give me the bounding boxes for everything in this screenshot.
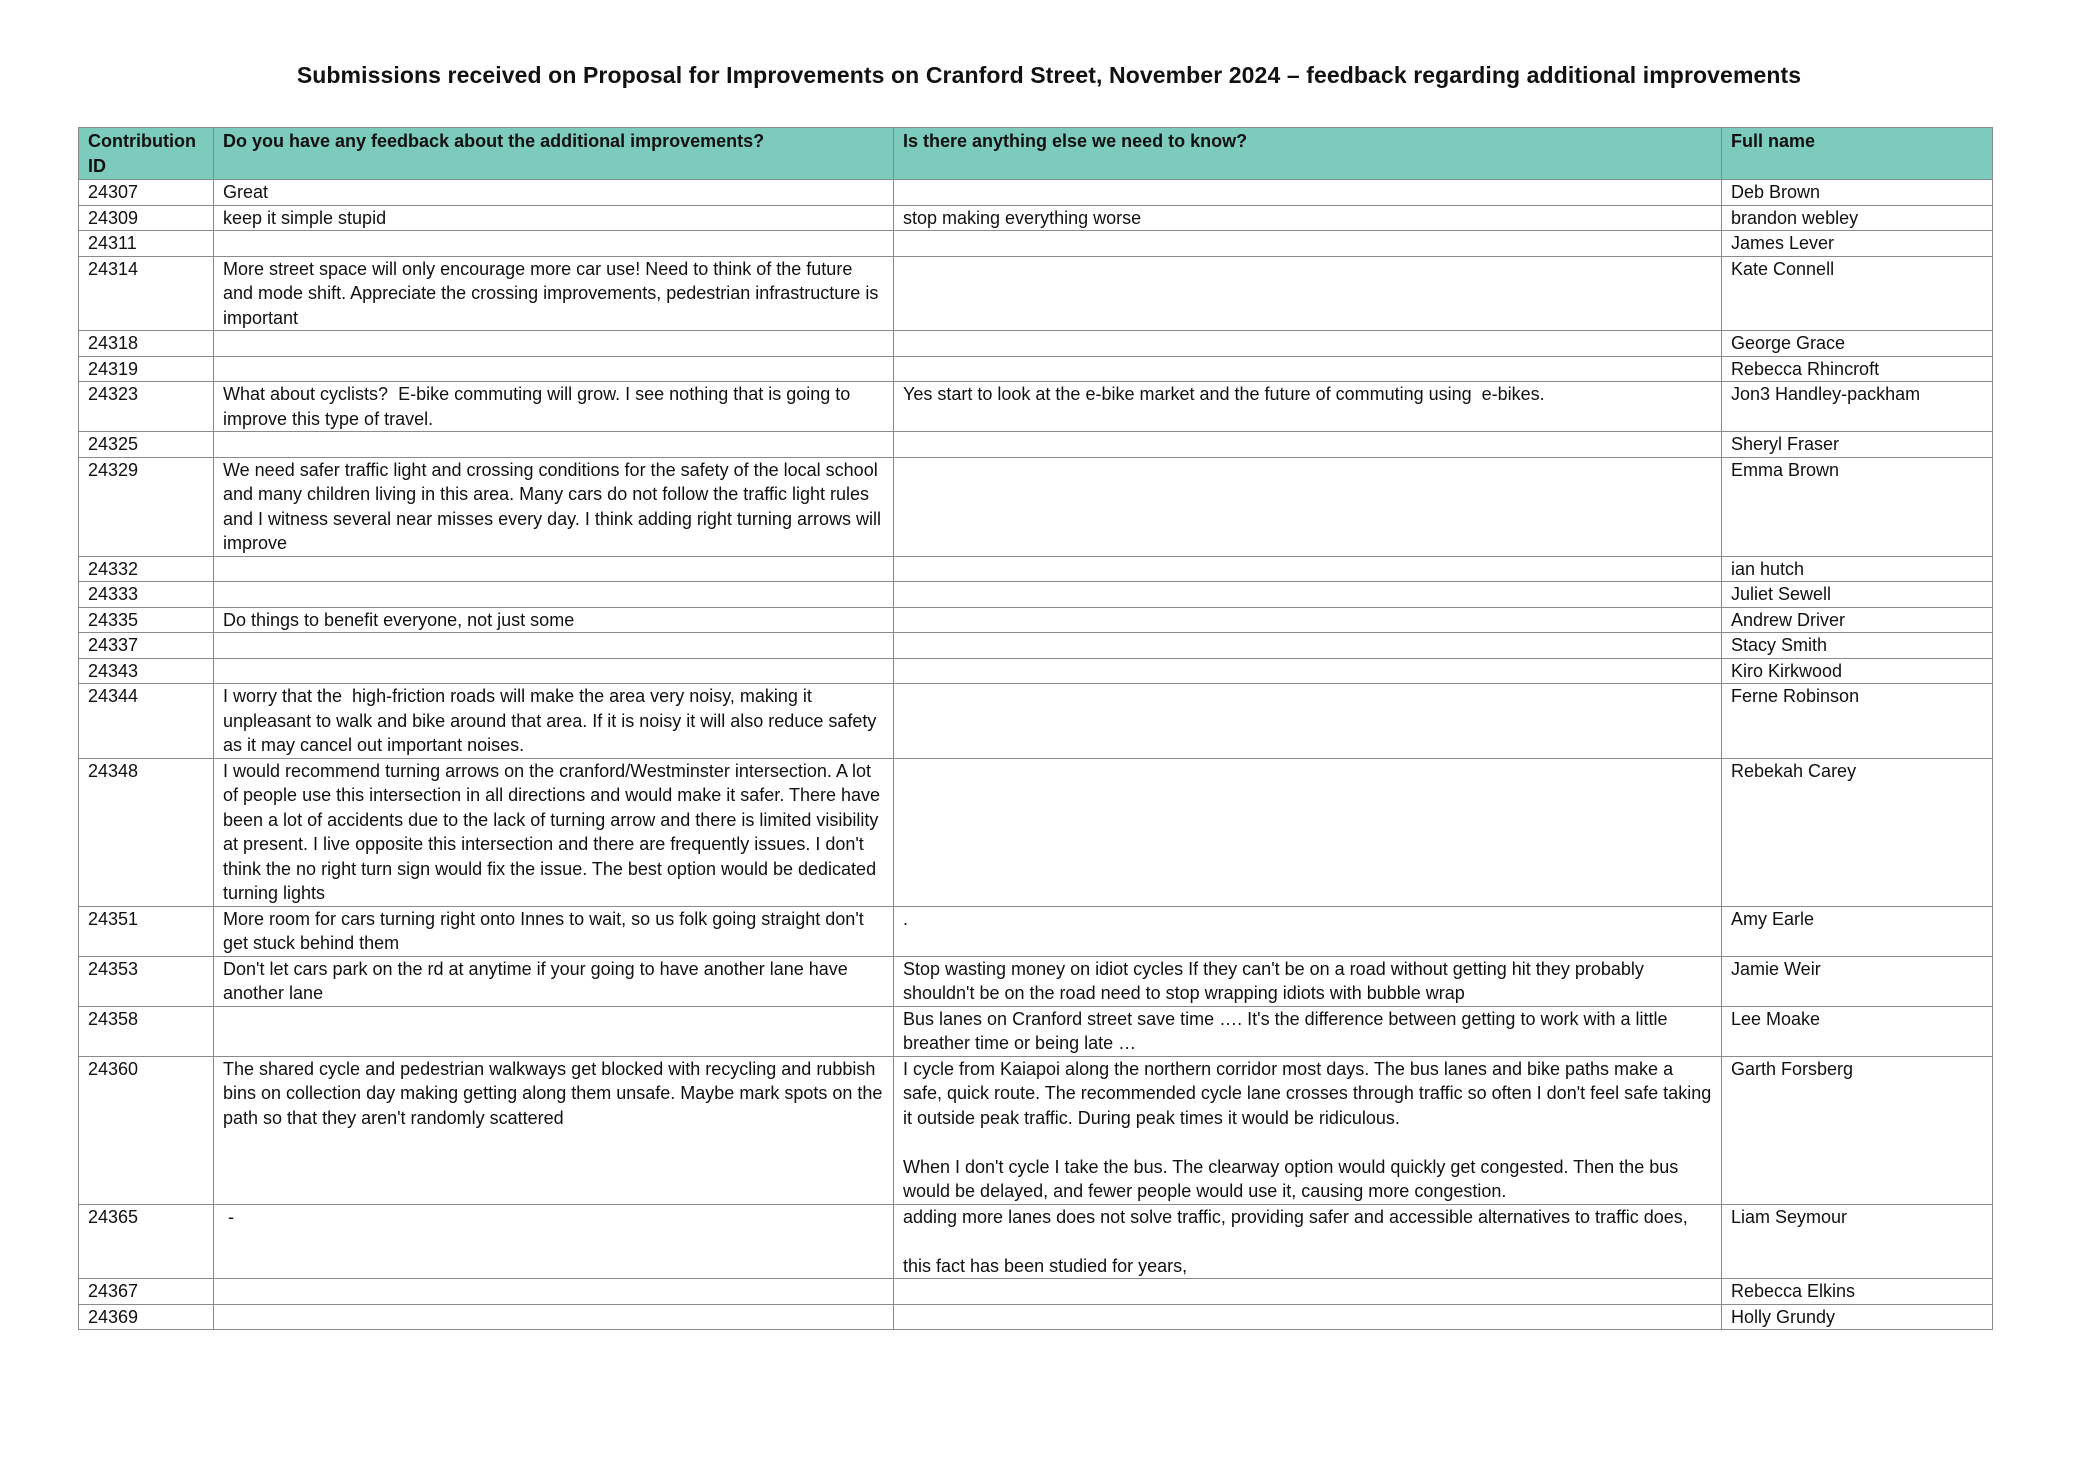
cell-anything-else: stop making everything worse <box>894 205 1722 231</box>
cell-anything-else <box>894 1279 1722 1305</box>
cell-contribution-id: 24307 <box>79 180 214 206</box>
cell-anything-else <box>894 607 1722 633</box>
table-row <box>79 205 1993 231</box>
cell-feedback: I would recommend turning arrows on the cranford/Westminster intersection. A lot of people use this intersection in all directions and would make it safer. There have been a lot of accidents due to the lack of turning arrow and there is limited visibility at present. I live opposite this intersection and there are frequently issues. I don't think the no right turn sign would fix the issue. The best option would be dedicated turning lights <box>214 758 894 906</box>
cell-anything-else <box>894 356 1722 382</box>
cell-feedback: Don't let cars park on the rd at anytime if your going to have another lane have another lane <box>214 956 894 1006</box>
cell-anything-else <box>894 758 1722 906</box>
cell-contribution-id: 24348 <box>79 758 214 906</box>
cell-anything-else: adding more lanes does not solve traffic, providing safer and accessible alternatives to traffic does, this fact has been studied for years, <box>894 1204 1722 1279</box>
cell-anything-else <box>894 457 1722 556</box>
table-row <box>79 432 1993 458</box>
cell-feedback <box>214 432 894 458</box>
cell-full-name: Stacy Smith <box>1722 633 1993 659</box>
cell-full-name: Rebekah Carey <box>1722 758 1993 906</box>
cell-contribution-id: 24329 <box>79 457 214 556</box>
table-row <box>79 633 1993 659</box>
cell-contribution-id: 24332 <box>79 556 214 582</box>
cell-contribution-id: 24358 <box>79 1006 214 1056</box>
cell-feedback <box>214 556 894 582</box>
cell-contribution-id: 24369 <box>79 1304 214 1330</box>
table-row <box>79 1279 1993 1305</box>
table-row <box>79 582 1993 608</box>
table-row <box>79 556 1993 582</box>
cell-feedback <box>214 356 894 382</box>
cell-feedback <box>214 1304 894 1330</box>
cell-full-name: Ferne Robinson <box>1722 684 1993 759</box>
cell-feedback: The shared cycle and pedestrian walkways get blocked with recycling and rubbish bins on collection day making getting along them unsafe. Maybe mark spots on the path so that they aren't randomly scattered <box>214 1056 894 1204</box>
table-row <box>79 684 1993 759</box>
cell-feedback: Do things to benefit everyone, not just some <box>214 607 894 633</box>
column-header-feedback: Do you have any feedback about the additional improvements? <box>214 128 894 180</box>
header-row <box>79 128 1993 180</box>
cell-full-name: ian hutch <box>1722 556 1993 582</box>
cell-contribution-id: 24335 <box>79 607 214 633</box>
page-title: Submissions received on Proposal for Improvements on Cranford Street, November 2024 – feedback regarding additional improvements <box>296 62 1802 88</box>
column-header-full-name: Full name <box>1722 128 1993 180</box>
cell-full-name: James Lever <box>1722 231 1993 257</box>
table-row <box>79 331 1993 357</box>
cell-contribution-id: 24314 <box>79 256 214 331</box>
table-row <box>79 231 1993 257</box>
column-header-contribution-id: Contribution ID <box>79 128 214 180</box>
cell-anything-else <box>894 432 1722 458</box>
cell-feedback <box>214 633 894 659</box>
cell-contribution-id: 24351 <box>79 906 214 956</box>
cell-feedback <box>214 1279 894 1305</box>
cell-feedback <box>214 1006 894 1056</box>
cell-contribution-id: 24325 <box>79 432 214 458</box>
cell-feedback: Great <box>214 180 894 206</box>
table-row <box>79 256 1993 331</box>
cell-feedback <box>214 582 894 608</box>
cell-feedback <box>214 231 894 257</box>
cell-contribution-id: 24309 <box>79 205 214 231</box>
table-body <box>79 180 1993 1330</box>
table-row <box>79 1304 1993 1330</box>
cell-full-name: Emma Brown <box>1722 457 1993 556</box>
table-row <box>79 382 1993 432</box>
cell-contribution-id: 24344 <box>79 684 214 759</box>
table-row <box>79 1056 1993 1204</box>
cell-feedback: - <box>214 1204 894 1279</box>
cell-anything-else <box>894 1304 1722 1330</box>
cell-feedback: What about cyclists? E-bike commuting will grow. I see nothing that is going to improve this type of travel. <box>214 382 894 432</box>
cell-full-name: Amy Earle <box>1722 906 1993 956</box>
cell-full-name: Garth Forsberg <box>1722 1056 1993 1204</box>
cell-full-name: brandon webley <box>1722 205 1993 231</box>
cell-full-name: Rebecca Elkins <box>1722 1279 1993 1305</box>
cell-full-name: Kate Connell <box>1722 256 1993 331</box>
cell-feedback: More room for cars turning right onto Innes to wait, so us folk going straight don't get stuck behind them <box>214 906 894 956</box>
cell-full-name: Jon3 Handley-packham <box>1722 382 1993 432</box>
cell-feedback: More street space will only encourage more car use! Need to think of the future and mode shift. Appreciate the crossing improvements, pedestrian infrastructure is important <box>214 256 894 331</box>
cell-anything-else: Yes start to look at the e-bike market and the future of commuting using e-bikes. <box>894 382 1722 432</box>
cell-anything-else <box>894 582 1722 608</box>
table-row <box>79 658 1993 684</box>
cell-full-name: Lee Moake <box>1722 1006 1993 1056</box>
cell-full-name: Andrew Driver <box>1722 607 1993 633</box>
cell-full-name: Liam Seymour <box>1722 1204 1993 1279</box>
cell-contribution-id: 24360 <box>79 1056 214 1204</box>
cell-full-name: Juliet Sewell <box>1722 582 1993 608</box>
table-row <box>79 356 1993 382</box>
cell-anything-else <box>894 658 1722 684</box>
cell-anything-else <box>894 633 1722 659</box>
cell-contribution-id: 24365 <box>79 1204 214 1279</box>
table-row <box>79 956 1993 1006</box>
cell-contribution-id: 24367 <box>79 1279 214 1305</box>
column-header-anything-else: Is there anything else we need to know? <box>894 128 1722 180</box>
table-row <box>79 607 1993 633</box>
cell-full-name: Holly Grundy <box>1722 1304 1993 1330</box>
cell-feedback: We need safer traffic light and crossing conditions for the safety of the local school and many children living in this area. Many cars do not follow the traffic light rules and I witness several near misses every day. I think adding right turning arrows will improve <box>214 457 894 556</box>
cell-anything-else: Bus lanes on Cranford street save time …. It's the difference between getting to work with a little breather time or being late … <box>894 1006 1722 1056</box>
cell-full-name: Jamie Weir <box>1722 956 1993 1006</box>
cell-anything-else: . <box>894 906 1722 956</box>
cell-feedback: I worry that the high-friction roads will make the area very noisy, making it unpleasant to walk and bike around that area. If it is noisy it will also reduce safety as it may cancel out important noises. <box>214 684 894 759</box>
table-header <box>79 128 1993 180</box>
cell-contribution-id: 24318 <box>79 331 214 357</box>
table-row <box>79 457 1993 556</box>
cell-contribution-id: 24319 <box>79 356 214 382</box>
cell-feedback <box>214 331 894 357</box>
table-row <box>79 1006 1993 1056</box>
cell-full-name: Kiro Kirkwood <box>1722 658 1993 684</box>
cell-anything-else <box>894 231 1722 257</box>
cell-feedback <box>214 658 894 684</box>
cell-full-name: Sheryl Fraser <box>1722 432 1993 458</box>
cell-anything-else <box>894 256 1722 331</box>
cell-contribution-id: 24353 <box>79 956 214 1006</box>
cell-anything-else <box>894 556 1722 582</box>
table-row <box>79 180 1993 206</box>
table-row <box>79 1204 1993 1279</box>
table-row <box>79 758 1993 906</box>
cell-contribution-id: 24333 <box>79 582 214 608</box>
cell-contribution-id: 24343 <box>79 658 214 684</box>
cell-anything-else <box>894 180 1722 206</box>
cell-feedback: keep it simple stupid <box>214 205 894 231</box>
cell-full-name: George Grace <box>1722 331 1993 357</box>
submissions-table <box>78 127 1993 1330</box>
cell-contribution-id: 24323 <box>79 382 214 432</box>
cell-anything-else <box>894 684 1722 759</box>
cell-contribution-id: 24337 <box>79 633 214 659</box>
cell-full-name: Rebecca Rhincroft <box>1722 356 1993 382</box>
table-row <box>79 906 1993 956</box>
cell-anything-else <box>894 331 1722 357</box>
cell-full-name: Deb Brown <box>1722 180 1993 206</box>
cell-anything-else: I cycle from Kaiapoi along the northern corridor most days. The bus lanes and bike paths make a safe, quick route. The recommended cycle lane crosses through traffic so often I don't feel safe taking it outside peak traffic. During peak times it would be ridiculous. When I don't cycle I take the bus. The clearway option would quickly get congested. Then the bus would be delayed, and fewer people would use it, causing more congestion. <box>894 1056 1722 1204</box>
cell-anything-else: Stop wasting money on idiot cycles If they can't be on a road without getting hit they probably shouldn't be on the road need to stop wrapping idiots with bubble wrap <box>894 956 1722 1006</box>
cell-contribution-id: 24311 <box>79 231 214 257</box>
